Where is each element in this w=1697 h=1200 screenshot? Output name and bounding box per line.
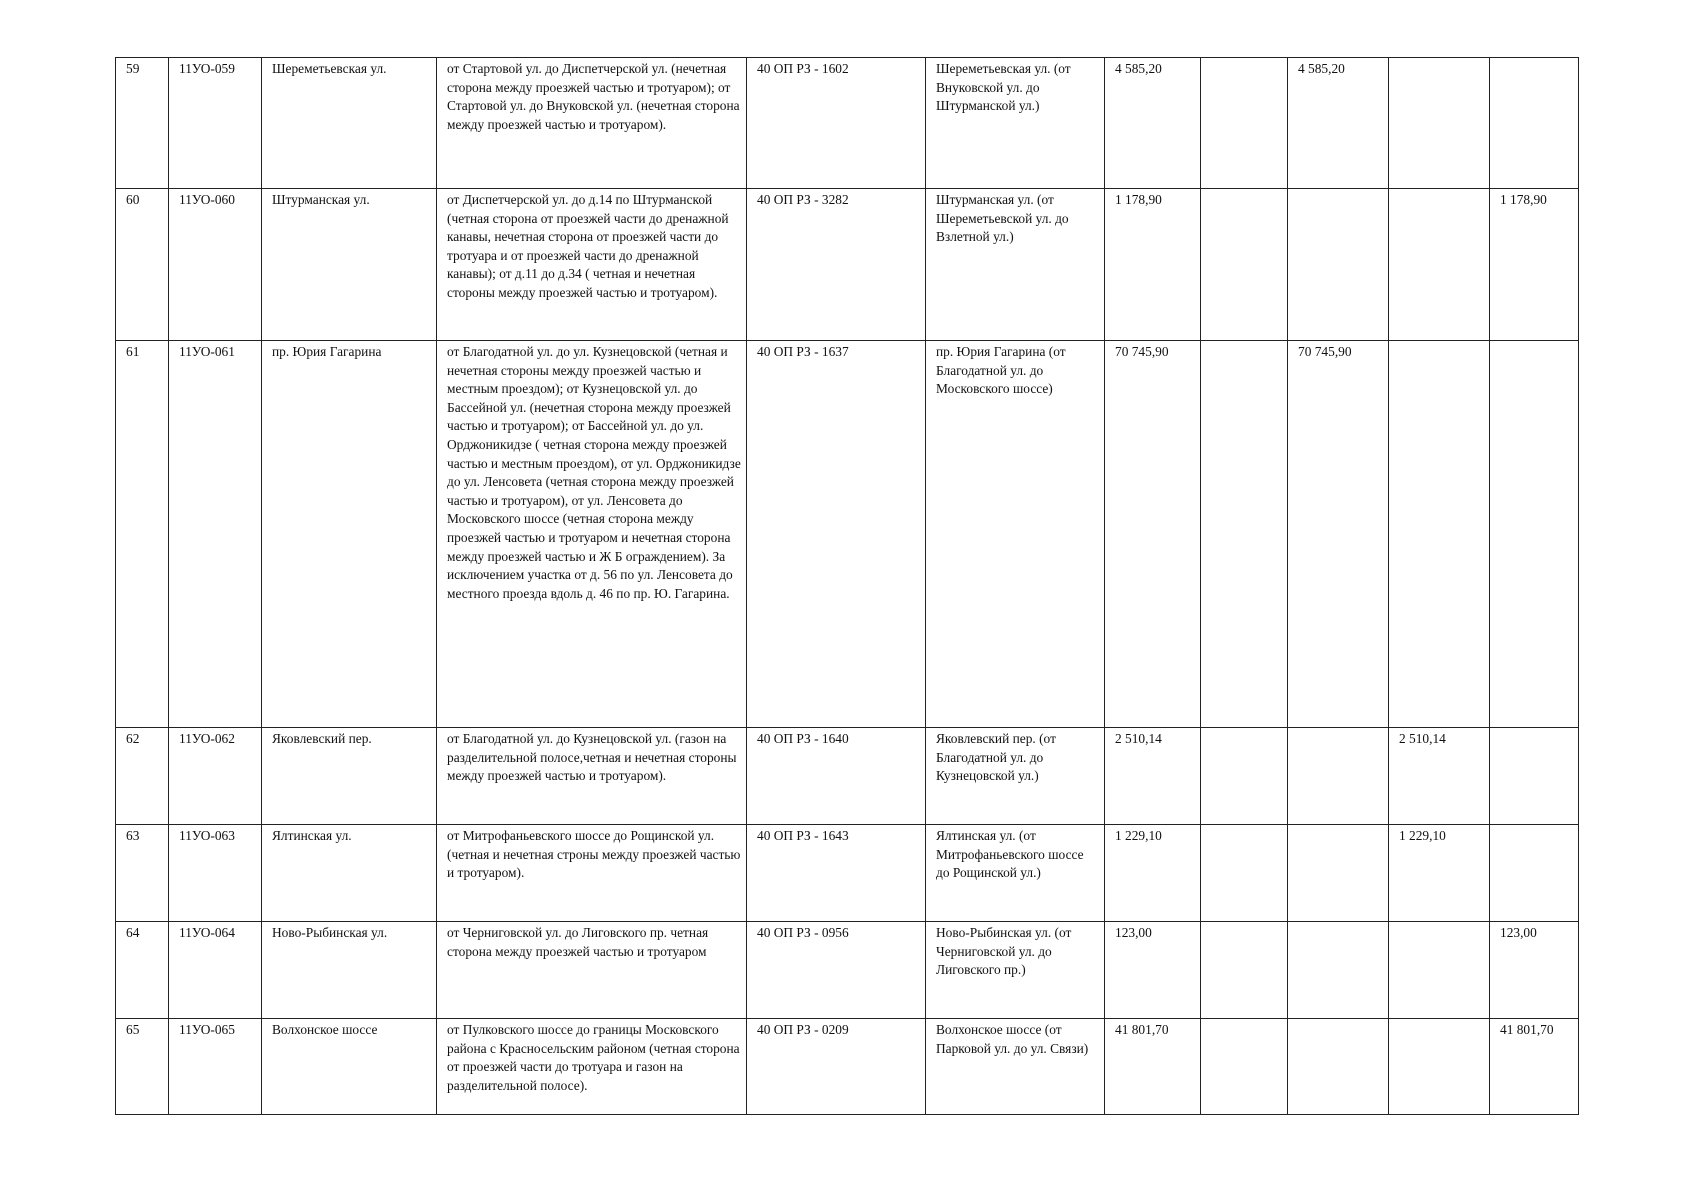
road-name: Ново-Рыбинская ул. (от Черниговской ул. до Лиговского пр.) [926,922,1105,1019]
section-description: от Благодатной ул. до ул. Кузнецовской (четная и нечетная стороны между проезжей частью и местным проездом); от Кузнецовской ул. до Бассейной ул. (нечетная сторона между проезжей частью и тротуаром); от Бассейной ул. до ул. Орджоникидзе ( четная сторона между проезжей частью и местным проездом), от ул. Орджоникидзе до ул. Ленсовета (четная сторона между проезжей частью и тротуаром), от ул. Ленсовета до Московского шоссе (четная сторона между проезжей частью и тротуаром и нечетная сторона между проезжей частью и Ж Б ограждением). За исключением участка от д. 56 по ул. Ленсовета до местного проезда вдоль д. 46 по пр. Ю. Гагарина. [437,341,747,728]
area-col-4 [1490,728,1579,825]
table-row [116,189,1579,341]
registry-number: 40 ОП РЗ - 3282 [747,189,926,341]
area-total: 41 801,70 [1105,1019,1201,1115]
row-code: 11УО-062 [169,728,262,825]
section-description: от Стартовой ул. до Диспетчерской ул. (нечетная сторона между проезжей частью и тротуаром); от Стартовой ул. до Внуковской ул. (нечетная сторона между проезжей частью и тротуаром). [437,58,747,189]
table-row [116,1019,1579,1115]
registry-number: 40 ОП РЗ - 1637 [747,341,926,728]
area-col-3 [1389,922,1490,1019]
row-code: 11УО-059 [169,58,262,189]
area-col-3: 2 510,14 [1389,728,1490,825]
area-col-3 [1389,189,1490,341]
area-col-2: 4 585,20 [1288,58,1389,189]
section-description: от Диспетчерской ул. до д.14 по Штурманской (четная сторона от проезжей части до дренажной канавы, нечетная сторона от проезжей части до тротуара и от проезжей части до дренажной канавы); от д.11 до д.34 ( четная и нечетная стороны между проезжей частью и тротуаром). [437,189,747,341]
street-name: Шереметьевская ул. [262,58,437,189]
area-total: 2 510,14 [1105,728,1201,825]
road-name: Яковлевский пер. (от Благодатной ул. до Кузнецовской ул.) [926,728,1105,825]
area-col-2 [1288,825,1389,922]
row-number: 62 [116,728,169,825]
road-table [115,57,1579,1115]
section-description: от Благодатной ул. до Кузнецовской ул. (газон на разделительной полосе,четная и нечетная стороны между проезжей частью и тротуаром). [437,728,747,825]
area-total: 1 229,10 [1105,825,1201,922]
registry-number: 40 ОП РЗ - 1640 [747,728,926,825]
area-col-1 [1201,341,1288,728]
area-col-3 [1389,58,1490,189]
section-description: от Пулковского шоссе до границы Московского района с Красносельским районом (четная сторона от проезжей части до тротуара и газон на разделительной полосе). [437,1019,747,1115]
area-col-4 [1490,341,1579,728]
row-code: 11УО-065 [169,1019,262,1115]
area-col-2 [1288,728,1389,825]
area-col-2 [1288,922,1389,1019]
area-col-4 [1490,825,1579,922]
registry-number: 40 ОП РЗ - 0956 [747,922,926,1019]
table-row [116,58,1579,189]
registry-number: 40 ОП РЗ - 0209 [747,1019,926,1115]
street-name: Волхонское шоссе [262,1019,437,1115]
registry-number: 40 ОП РЗ - 1602 [747,58,926,189]
section-description: от Черниговской ул. до Лиговского пр. четная сторона между проезжей частью и тротуаром [437,922,747,1019]
area-col-1 [1201,58,1288,189]
area-col-3 [1389,1019,1490,1115]
row-number: 64 [116,922,169,1019]
row-number: 65 [116,1019,169,1115]
street-name: Ново-Рыбинская ул. [262,922,437,1019]
road-name: Шереметьевская ул. (от Внуковской ул. до Штурманской ул.) [926,58,1105,189]
area-col-1 [1201,728,1288,825]
area-col-2: 70 745,90 [1288,341,1389,728]
row-number: 59 [116,58,169,189]
area-total: 123,00 [1105,922,1201,1019]
area-col-4: 123,00 [1490,922,1579,1019]
row-code: 11УО-063 [169,825,262,922]
street-name: Ялтинская ул. [262,825,437,922]
table-row [116,728,1579,825]
road-name: Волхонское шоссе (от Парковой ул. до ул. Связи) [926,1019,1105,1115]
table-row [116,341,1579,728]
area-total: 4 585,20 [1105,58,1201,189]
area-total: 70 745,90 [1105,341,1201,728]
street-name: Штурманская ул. [262,189,437,341]
road-name: Ялтинская ул. (от Митрофаньевского шоссе до Рощинской ул.) [926,825,1105,922]
area-col-2 [1288,189,1389,341]
area-col-1 [1201,922,1288,1019]
row-number: 61 [116,341,169,728]
table-row [116,922,1579,1019]
area-col-1 [1201,189,1288,341]
row-code: 11УО-060 [169,189,262,341]
row-code: 11УО-064 [169,922,262,1019]
table-row [116,825,1579,922]
street-name: пр. Юрия Гагарина [262,341,437,728]
street-name: Яковлевский пер. [262,728,437,825]
road-name: Штурманская ул. (от Шереметьевской ул. до Взлетной ул.) [926,189,1105,341]
area-col-4: 41 801,70 [1490,1019,1579,1115]
area-col-1 [1201,1019,1288,1115]
area-col-4 [1490,58,1579,189]
registry-number: 40 ОП РЗ - 1643 [747,825,926,922]
area-col-2 [1288,1019,1389,1115]
area-col-3 [1389,341,1490,728]
area-total: 1 178,90 [1105,189,1201,341]
row-number: 60 [116,189,169,341]
area-col-1 [1201,825,1288,922]
road-name: пр. Юрия Гагарина (от Благодатной ул. до Московского шоссе) [926,341,1105,728]
row-code: 11УО-061 [169,341,262,728]
area-col-4: 1 178,90 [1490,189,1579,341]
section-description: от Митрофаньевского шоссе до Рощинской ул. (четная и нечетная строны между проезжей частью и тротуаром). [437,825,747,922]
area-col-3: 1 229,10 [1389,825,1490,922]
row-number: 63 [116,825,169,922]
